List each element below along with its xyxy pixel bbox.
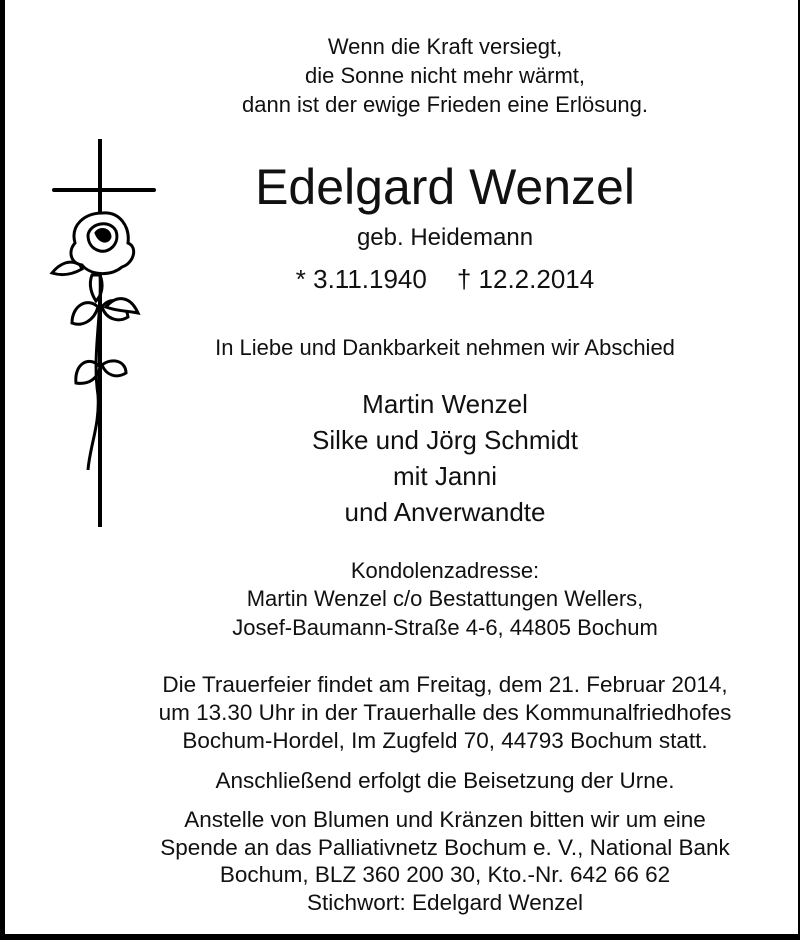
frame-border-bottom xyxy=(0,934,800,940)
birth-name: geb. Heidemann xyxy=(356,224,534,251)
burial-text: Anschließend erfolgt die Beisetzung der Urne. xyxy=(215,768,675,793)
donation-line: Bochum, BLZ 360 200 30, Kto.-Nr. 642 66 62 xyxy=(219,862,671,887)
condolence-line: Josef-Baumann-Straße 4-6, 44805 Bochum xyxy=(232,615,658,640)
motto-line: dann ist der ewige Frieden eine Erlösung. xyxy=(241,92,649,117)
donation-line: Spende an das Palliativnetz Bochum e. V., National Bank xyxy=(160,835,730,860)
motto-line: die Sonne nicht mehr wärmt, xyxy=(304,63,586,88)
condolence-line: Kondolenzadresse: xyxy=(350,558,540,583)
motto-line: Wenn die Kraft versiegt, xyxy=(327,34,563,59)
cross-horizontal xyxy=(52,188,156,192)
condolence-line: Martin Wenzel c/o Bestattungen Wellers, xyxy=(246,586,644,611)
birth-date: * 3.11.1940 xyxy=(295,264,427,294)
mourner: Silke und Jörg Schmidt xyxy=(312,425,578,455)
ceremony-line: Die Trauerfeier findet am Freitag, dem 21. Februar 2014, xyxy=(162,672,728,697)
death-date: † 12.2.2014 xyxy=(456,264,595,294)
ceremony-line: um 13.30 Uhr in der Trauerhalle des Kommunalfriedhofes xyxy=(158,700,732,725)
mourner: Martin Wenzel xyxy=(362,389,528,419)
donation-line: Stichwort: Edelgard Wenzel xyxy=(307,890,583,915)
farewell-text: In Liebe und Dankbarkeit nehmen wir Abschied xyxy=(215,335,675,360)
donation-line: Anstelle von Blumen und Kränzen bitten wir um eine xyxy=(184,807,706,832)
life-dates xyxy=(145,266,745,292)
mourner: und Anverwandte xyxy=(344,497,546,527)
ceremony-line: Bochum-Hordel, Im Zugfeld 70, 44793 Bochum statt. xyxy=(182,728,708,753)
frame-border-left xyxy=(0,0,5,940)
deceased-name: Edelgard Wenzel xyxy=(255,159,635,215)
mourner: mit Janni xyxy=(392,461,498,491)
